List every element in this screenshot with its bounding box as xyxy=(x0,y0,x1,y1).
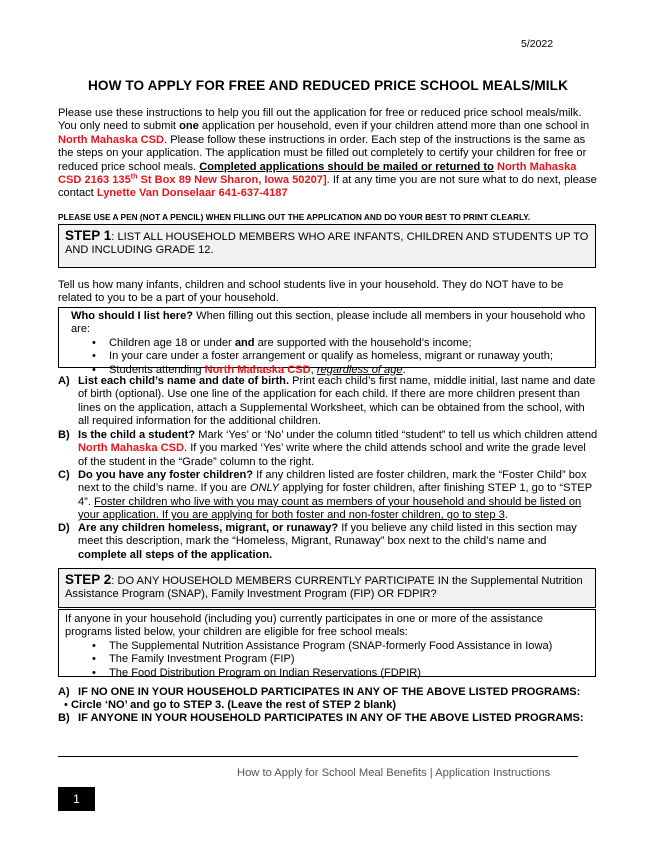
item-text: . If you marked ‘Yes’ write where the child attends school and write the grade level of the student in the “Grade” column to the right. xyxy=(78,442,586,468)
list-and: and xyxy=(234,336,255,349)
item-underlined: Foster children who live with you may count as members of your household and should be listed on your application. If you are applying for both foster and non-foster children, go to step 3 xyxy=(78,495,582,522)
step2-box xyxy=(58,568,596,608)
item-text: Print each child’s first name, middle initial, last name and date of birth (optional). Use one line of the application for each child. If there are more children present than lines on the application, attach a Supplemental Worksheet, which can be obtained from the school, with all required information for the additional children. xyxy=(78,375,596,428)
district-name: North Mahaska CSD xyxy=(58,133,165,146)
programs-box xyxy=(58,609,596,677)
document-date: 5/2022 xyxy=(521,38,554,50)
item-text: Mark ‘Yes’ or ‘No’ under the column titled “student” to tell us which children attend xyxy=(195,429,598,441)
intro-paragraph xyxy=(58,107,598,201)
list-text: Students attending xyxy=(109,363,205,376)
footer-rule xyxy=(58,756,578,757)
item-letter: B) xyxy=(58,429,70,441)
item-letter: A) xyxy=(58,375,70,387)
item-emphasis: ONLY xyxy=(249,482,280,495)
item-heading: IF NO ONE IN YOUR HOUSEHOLD PARTICIPATES IN ANY OF THE ABOVE LISTED PROGRAMS: xyxy=(78,686,581,698)
district-name: North Mahaska CSD xyxy=(204,363,311,376)
item-a-list-children xyxy=(58,375,598,429)
item-text: If you believe any child listed in this section may meet this description, mark the “Homeless, Migrant, Runaway” box next to the child’s name and xyxy=(78,522,577,548)
program-item: • The Supplemental Nutrition Assistance Program (SNAP-formerly Food Assistance in Iowa) xyxy=(109,640,589,653)
programs-intro: If anyone in your household (including you) currently participates in one or more of the assistance programs listed below, your children are eligible for free school meals: xyxy=(65,613,543,639)
contact-name: Lynette Van Donselaar 641-637-4187 xyxy=(96,187,288,200)
pen-notice: PLEASE USE A PEN (NOT A PENCIL) WHEN FILLING OUT THE APPLICATION AND DO YOUR BEST TO PRINT CLEARLY. xyxy=(58,212,531,222)
list-text: Children age 18 or under xyxy=(109,336,235,349)
who-to-list-box xyxy=(58,307,596,376)
mail-instruction: Completed applications should be mailed or returned to xyxy=(199,160,494,173)
intro-text: application per household, even if your children attend more than one school in xyxy=(198,120,590,133)
intro-text: . Please follow these instructions in order. Each step of the instructions is the same as the steps on your application. The application must be filled out completely to certify your children for free or reduced price school meals. xyxy=(58,133,587,173)
who-list xyxy=(65,337,589,377)
page-title: HOW TO APPLY FOR FREE AND REDUCED PRICE SCHOOL MEALS/MILK xyxy=(87,78,568,93)
intro-text: Please use these instructions to help you fill out the application for free or reduced price school meals/milk. You only need to submit xyxy=(58,107,582,133)
district-name: North Mahaska CSD xyxy=(78,442,185,455)
who-intro: When filling out this section, please include all members in your household who are: xyxy=(71,310,586,336)
step1-label: STEP 1 xyxy=(65,228,112,243)
item-heading: Are any children homeless, migrant, or runaway? xyxy=(78,522,339,534)
item-text: . xyxy=(504,509,508,522)
item-heading: Is the child a student? xyxy=(78,429,196,441)
tell-us-paragraph: Tell us how many infants, children and school students live in your household. They do NOT have to be related to you to be a part of your household. xyxy=(58,279,564,305)
intro-one: one xyxy=(179,120,199,133)
item-heading: IF ANYONE IN YOUR HOUSEHOLD PARTICIPATES IN ANY OF THE ABOVE LISTED PROGRAMS: xyxy=(78,712,584,724)
page-number: 1 xyxy=(58,787,95,811)
step2-label: STEP 2 xyxy=(65,572,112,587)
step1-box xyxy=(58,224,596,268)
program-item: • The Food Distribution Program on Indian Reservations (FDPIR) xyxy=(109,667,589,680)
item-c-foster xyxy=(58,469,598,523)
item-heading: List each child’s name and date of birth. xyxy=(78,375,290,387)
programs-list xyxy=(65,640,589,680)
who-question: Who should I list here? xyxy=(71,310,194,322)
list-text: . xyxy=(402,363,406,376)
list-text: , xyxy=(310,363,317,376)
step2-text: : DO ANY HOUSEHOLD MEMBERS CURRENTLY PARTICIPATE IN the Supplemental Nutrition Assistance Program (SNAP), Family Investment Program (FIP) OR FDPIR? xyxy=(65,575,583,601)
item-letter: C) xyxy=(58,469,70,481)
step2-item-b xyxy=(58,712,598,725)
step2-item-a-sub xyxy=(64,699,396,712)
item-letter: D) xyxy=(58,522,70,534)
intro-text: . If at any time you are not sure what to do next, please contact xyxy=(58,174,597,200)
item-letter: A) xyxy=(58,686,70,698)
address-part: St Box 89 New Sharon, Iowa 50207] xyxy=(137,174,327,187)
item-d-homeless xyxy=(58,522,598,562)
footer-text: How to Apply for School Meal Benefits | Application Instructions xyxy=(237,767,551,779)
list-item: • In your care under a foster arrangement or qualify as homeless, migrant or runaway youth; xyxy=(109,350,589,363)
program-item: • The Family Investment Program (FIP) xyxy=(109,653,589,666)
step2-item-a xyxy=(58,686,598,699)
item-text: applying for foster children, after finishing STEP 1, go to “STEP 4”. xyxy=(78,482,592,508)
item-b-student xyxy=(58,429,598,469)
item-sub-text: Circle ‘NO’ and go to STEP 3. (Leave the rest of STEP 2 blank) xyxy=(70,699,397,711)
item-letter: B) xyxy=(58,712,70,724)
item-bold: complete all steps of the application. xyxy=(78,548,273,561)
item-text: If any children listed are foster children, mark the “Foster Child” box next to the child’s name. If you are xyxy=(78,469,587,495)
list-item xyxy=(109,337,589,350)
item-heading: Do you have any foster children? xyxy=(78,469,254,481)
step1-text: : LIST ALL HOUSEHOLD MEMBERS WHO ARE INFANTS, CHILDREN AND STUDENTS UP TO AND INCLUDING GRADE 12. xyxy=(65,231,589,257)
address-sup: th xyxy=(130,173,138,181)
address-part: North Mahaska CSD 2163 135 xyxy=(58,160,577,187)
bullet: • xyxy=(64,699,68,711)
list-text: regardless of age xyxy=(316,363,403,376)
list-text: are supported with the household’s income; xyxy=(254,336,472,349)
